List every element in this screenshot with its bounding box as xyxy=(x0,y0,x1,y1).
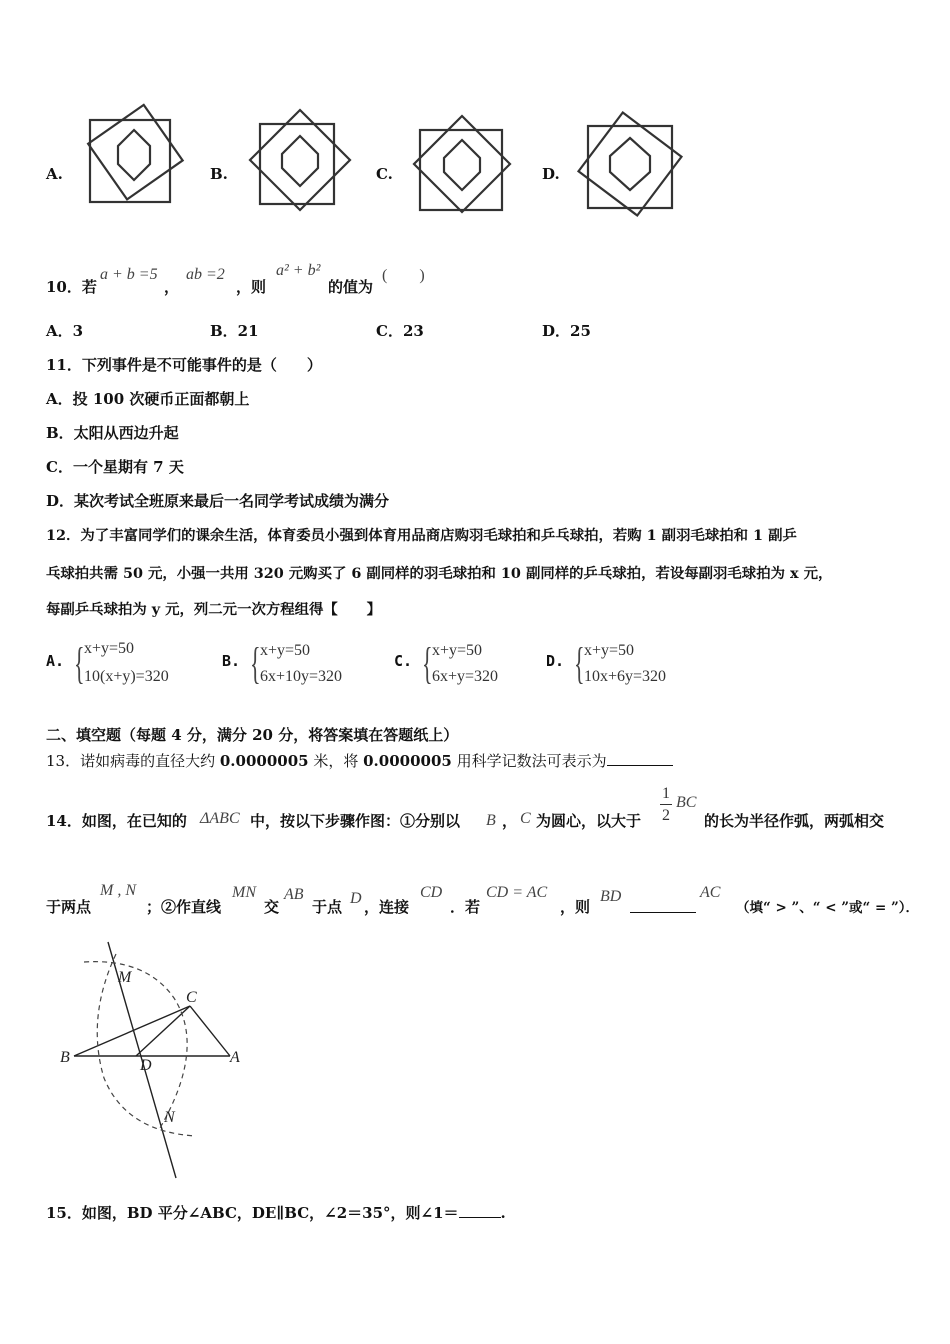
q14-point-b: B xyxy=(486,812,496,829)
q11-option-a[interactable]: A．投 100 次硬币正面都朝上 xyxy=(46,390,250,408)
q14-if: ．若 xyxy=(450,898,481,916)
q14-point-c: C xyxy=(520,810,531,827)
q14-arc-text: 的长为半径作弧，两弧相交 xyxy=(704,812,885,830)
q9-option-d-label[interactable]: D. xyxy=(542,165,560,183)
q13-number: 0.0000005 xyxy=(219,752,309,770)
q14-prefix: 14．如图，在已知的 xyxy=(46,812,187,830)
fraction-denominator: 2 xyxy=(660,804,672,827)
fraction-numerator: 1 xyxy=(662,785,670,802)
q14-point-d: D xyxy=(350,890,362,907)
q12-options xyxy=(46,640,746,696)
q9-option-c-label[interactable]: C. xyxy=(376,165,393,183)
q14-comma: ， xyxy=(502,812,518,830)
q14-segment-bc: BC xyxy=(676,794,697,811)
q9-option-b-label[interactable]: B. xyxy=(210,165,228,183)
q10-option-c[interactable]: C．23 xyxy=(376,322,424,340)
q11-option-c[interactable]: C．一个星期有 7 天 xyxy=(46,458,184,476)
q14-two-points: 于两点 xyxy=(46,898,92,916)
q10-option-b[interactable]: B．21 xyxy=(210,322,259,340)
segment-ca xyxy=(190,1006,230,1056)
q14-intersect: 交 xyxy=(264,898,280,916)
q14-figure xyxy=(56,938,256,1182)
brace-icon: { xyxy=(250,639,261,688)
q15-period: . xyxy=(500,1204,506,1222)
brace-icon: { xyxy=(422,639,433,688)
q13-suffix: 用科学记数法可表示为 xyxy=(451,752,607,770)
q14-line1 xyxy=(46,784,916,834)
q14-then: ，则 xyxy=(560,898,591,916)
q14-segment-ac: AC xyxy=(700,884,721,901)
q14-at-point: 于点 xyxy=(312,898,343,916)
q13-number-2: 0.0000005 xyxy=(363,752,452,770)
q12-option-d-eq1: x+y=50 xyxy=(584,642,635,659)
q14-condition: CD = AC xyxy=(486,884,548,901)
q12-stem-line3: 每副乒乓球拍为 y 元，列二元一次方程组得【 】 xyxy=(46,601,381,618)
q12-option-c-label: C. xyxy=(394,652,413,670)
q10-answer-paren: ( ) xyxy=(382,267,425,284)
q14-segment-ab: AB xyxy=(284,886,304,903)
q10-stem xyxy=(46,262,906,298)
q14-line-mn: MN xyxy=(232,884,256,901)
q15-answer-blank[interactable] xyxy=(459,1203,501,1218)
q9-option-a-label[interactable]: A. xyxy=(46,165,63,183)
q13-prefix: 13．诺如病毒的直径大约 xyxy=(46,752,220,770)
q9-figure-b xyxy=(238,106,358,224)
label-a: A xyxy=(230,1049,240,1066)
q14-half-fraction xyxy=(660,784,672,827)
q12-option-a-eq1: x+y=50 xyxy=(84,640,135,657)
q10-sep: ， xyxy=(164,278,180,296)
q14-answer-blank[interactable] xyxy=(630,898,696,913)
q10-options xyxy=(46,320,906,350)
q12-option-d-label: D. xyxy=(546,652,565,670)
q12-option-a-eq2: 10(x+y)=320 xyxy=(84,668,169,685)
q9-figure-c xyxy=(406,112,518,216)
q14-segment-cd: CD xyxy=(420,884,443,901)
q14-points-mn: M , N xyxy=(100,882,136,899)
q12-stem-line2: 乓球拍共需 50 元，小强一共用 320 元购买了 6 副同样的羽毛球拍和 10 副同样的乒乓球拍，若设每副羽毛球拍为 x 元， xyxy=(46,565,833,582)
q12-stem-line1: 12．为了丰富同学们的课余生活，体育委员小强到体育用品商店购羽毛球拍和乒乓球拍，若购 1 副羽毛球拍和 1 副乒 xyxy=(46,527,797,544)
q10-expr-sum: a + b =5 xyxy=(100,266,158,283)
q13-answer-blank[interactable] xyxy=(607,751,673,766)
brace-icon: { xyxy=(74,639,85,688)
q12-option-c-eq2: 6x+y=320 xyxy=(432,668,499,685)
q13-mid: 米，将 xyxy=(308,752,364,770)
q12-option-b-eq2: 6x+10y=320 xyxy=(260,668,343,685)
q9-figure-d xyxy=(568,110,692,226)
q14-segment-bd: BD xyxy=(600,888,622,905)
q12-option-b-label: B. xyxy=(222,652,241,670)
q12-option-d-eq2: 10x+6y=320 xyxy=(584,668,667,685)
q15-stem xyxy=(46,1202,506,1223)
q10-expr-squares: a² + b² xyxy=(276,262,321,279)
label-d: D xyxy=(140,1057,152,1074)
q11-stem: 11．下列事件是不可能事件的是（ ） xyxy=(46,356,322,374)
q13-stem xyxy=(46,750,673,771)
q11-option-b[interactable]: B．太阳从西边升起 xyxy=(46,424,179,442)
q12-option-c-eq1: x+y=50 xyxy=(432,642,483,659)
q15-text: 15．如图，BD 平分∠ABC，DE∥BC，∠2＝35°，则∠1＝ xyxy=(46,1204,459,1222)
q14-radius-text: 为圆心，以大于 xyxy=(536,812,642,830)
q14-step1: 中，按以下步骤作图：①分别以 xyxy=(250,812,461,830)
q10-option-d[interactable]: D．25 xyxy=(542,322,591,340)
q9-figure-a xyxy=(74,100,194,224)
section-title: 二、填空题（每题 4 分，满分 20 分，将答案填在答题纸上） xyxy=(46,726,459,744)
segment-bc xyxy=(74,1006,190,1056)
q12-option-a-label: A. xyxy=(46,652,65,670)
label-n: N xyxy=(164,1109,175,1126)
brace-icon: { xyxy=(574,639,585,688)
q10-expr-product: ab =2 xyxy=(186,266,225,283)
q12-option-b-eq1: x+y=50 xyxy=(260,642,311,659)
label-c: C xyxy=(186,989,197,1006)
q10-suffix: 的值为 xyxy=(328,278,374,296)
label-b: B xyxy=(60,1049,70,1066)
q10-option-a[interactable]: A．3 xyxy=(46,322,84,340)
q14-line2 xyxy=(46,880,926,920)
q14-connect: ，连接 xyxy=(364,898,410,916)
q14-fill-hint: （填“ > ”、“ < ”或“ = ”）． xyxy=(736,900,919,916)
q10-then: ，则 xyxy=(236,278,267,296)
q10-number: 10．若 xyxy=(46,278,97,296)
arc-from-c xyxy=(97,954,196,1136)
q14-step2: ；②作直线 xyxy=(146,898,222,916)
q11-option-d[interactable]: D．某次考试全班原来最后一名同学考试成绩为满分 xyxy=(46,492,390,510)
label-m: M xyxy=(118,969,132,986)
q14-triangle: ΔABC xyxy=(200,810,240,827)
